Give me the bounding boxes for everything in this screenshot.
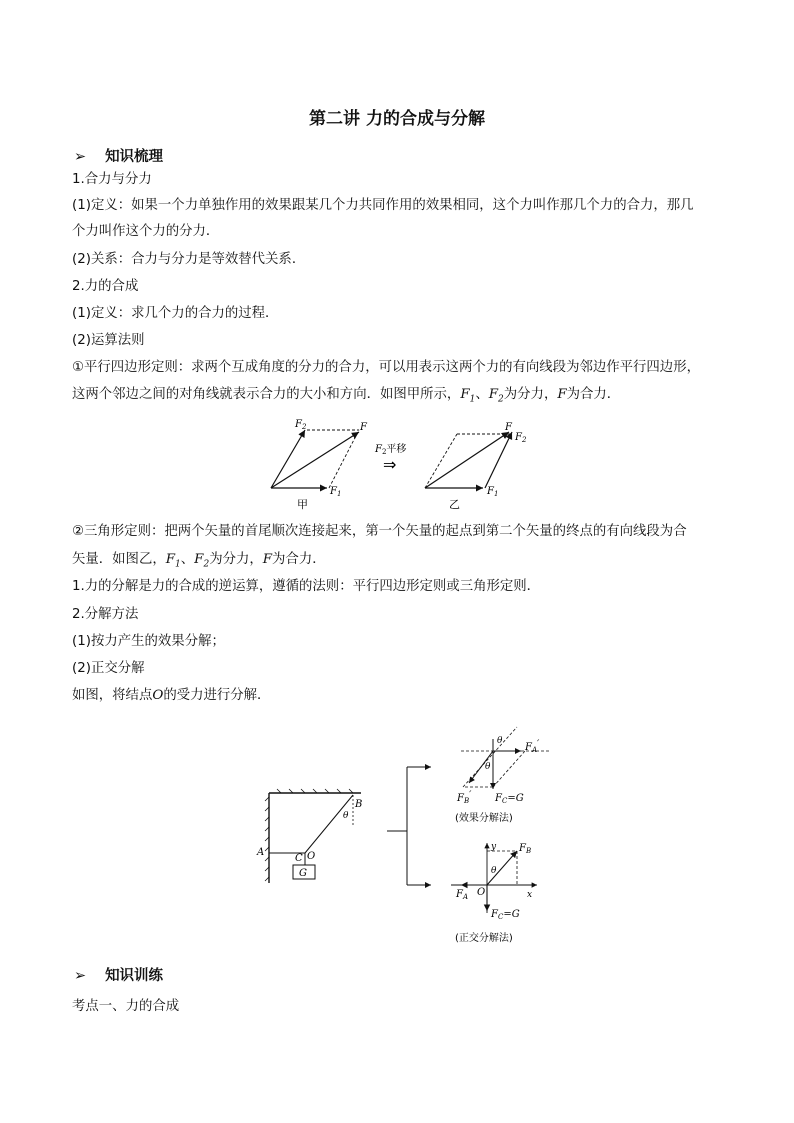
label-FA-prime: $F_A'$: [525, 739, 540, 754]
label-A: A: [257, 847, 265, 858]
label-O: O: [307, 851, 316, 862]
symbol-F: F: [557, 387, 567, 402]
label-B: B: [355, 799, 363, 810]
text-line: 考点一、力的合成: [72, 999, 180, 1014]
figure-parallelogram-rule: [255, 414, 545, 516]
text-line: (2)关系：合力与分力是等效替代关系．: [72, 252, 306, 267]
symbol-F: F: [262, 552, 273, 567]
label-y: y: [491, 842, 497, 852]
text-line: 2.分解方法: [72, 607, 139, 622]
shift-arrow-icon: ⇒: [383, 455, 397, 474]
text-line: 1.力的分解是力的合成的逆运算，遵循的法则：平行四边形定则或三角形定则．: [72, 579, 541, 594]
page-title: 第二讲 力的合成与分解: [309, 109, 485, 129]
text-span: 的受力进行分解．: [163, 688, 271, 703]
symbol-F1: $F_1$: [460, 387, 476, 405]
separator: 、: [475, 387, 489, 402]
text-line: (1)定义：如果一个力单独作用的效果跟某几个力共同作用的效果相同，这个力叫作那几个力的合力，那几: [72, 198, 694, 213]
section-label: 知识梳理: [105, 149, 164, 165]
text-span: 为合力．: [566, 387, 621, 402]
vector-F-left: [271, 432, 359, 488]
label-x: x: [527, 890, 533, 900]
text-line: [72, 386, 620, 409]
text-line: 1.合力与分力: [72, 172, 152, 187]
label-theta-left: θ: [343, 811, 349, 821]
label-F1-left: $F_1$: [330, 486, 342, 498]
label-F1-right: $F_1$: [487, 486, 499, 498]
text-line: (1)按力产生的效果分解；: [72, 634, 225, 649]
label-F-left: F: [360, 422, 367, 433]
vector-F-right: [425, 432, 509, 488]
text-span: 矢量．如图乙，: [72, 552, 166, 567]
separator: 、: [180, 552, 195, 567]
dashed-side: [425, 434, 457, 488]
dashed-side: [329, 430, 359, 488]
arrow-bullet-icon: ➢: [74, 968, 87, 984]
dashed-diagonal: [463, 727, 517, 787]
text-span: 为合力．: [272, 552, 326, 567]
dashed-side: [493, 751, 525, 787]
arrow-bullet-icon: ➢: [74, 149, 87, 165]
text-line: (1)定义：求几个力的合力的过程．: [72, 306, 279, 321]
vector-F2-left: [271, 430, 305, 488]
wall-hatching: [265, 789, 353, 881]
label-FA-ortho: $F_A$: [456, 889, 469, 901]
text-line: [72, 687, 270, 705]
label-F2-left: $F_2$: [295, 419, 307, 431]
label-theta-mid: θ: [485, 762, 491, 772]
text-line: [72, 551, 326, 574]
section-label: 知识训练: [105, 968, 164, 984]
text-line: 个力叫作这个力的分力．: [72, 224, 220, 239]
label-jia: 甲: [297, 498, 308, 511]
label-F2-right: $F_2$: [515, 432, 527, 444]
label-FB-ortho: $F_B$: [519, 843, 532, 855]
label-theta-ortho: θ: [491, 866, 497, 876]
text-line: ②三角形定则：把两个矢量的首尾顺次连接起来，第一个矢量的起点到第二个矢量的终点的有向线段为合: [72, 524, 687, 539]
label-theta-top: θ: [497, 736, 503, 746]
label-FB-prime: $F_B'$: [457, 790, 472, 805]
label-C: C: [295, 853, 303, 864]
label-FC-ortho: $F_C=G$: [491, 909, 520, 921]
text-line: (2)运算法则: [72, 333, 145, 348]
text-span: 如图，将结点: [72, 688, 153, 703]
section-heading-knowledge-review: [74, 145, 163, 166]
label-yi: 乙: [449, 498, 460, 511]
caption-effect: (效果分解法): [455, 813, 513, 824]
symbol-F1: $F_1$: [165, 552, 181, 570]
text-line: 2.力的合成: [72, 279, 139, 294]
symbol-F2: $F_2$: [194, 552, 210, 570]
section-heading-knowledge-training: [74, 964, 163, 985]
text-span: 为分力，: [209, 552, 263, 567]
label-FC-effect: $F_C=G$: [495, 793, 524, 805]
symbol-F2: $F_2$: [488, 387, 504, 405]
label-shift: $F_2$平移: [375, 444, 407, 456]
vector-F2-right: [485, 432, 512, 488]
symbol-O: O: [152, 688, 164, 703]
text-line: ①平行四边形定则：求两个互成角度的分力的合力，可以用表示这两个力的有向线段为邻边作平行四边形，: [72, 360, 700, 375]
label-G: G: [299, 868, 307, 879]
figure-force-decomposition: [255, 725, 555, 950]
caption-orthogonal: (正交分解法): [455, 933, 513, 944]
label-O-ortho: O: [477, 887, 486, 898]
text-line: (2)正交分解: [72, 661, 145, 676]
label-F-right: F: [505, 422, 512, 433]
rope-OB: [305, 795, 353, 853]
text-span: 为分力，: [503, 387, 558, 402]
text-span: 这两个邻边之间的对角线就表示合力的大小和方向．如图甲所示，: [72, 387, 461, 402]
